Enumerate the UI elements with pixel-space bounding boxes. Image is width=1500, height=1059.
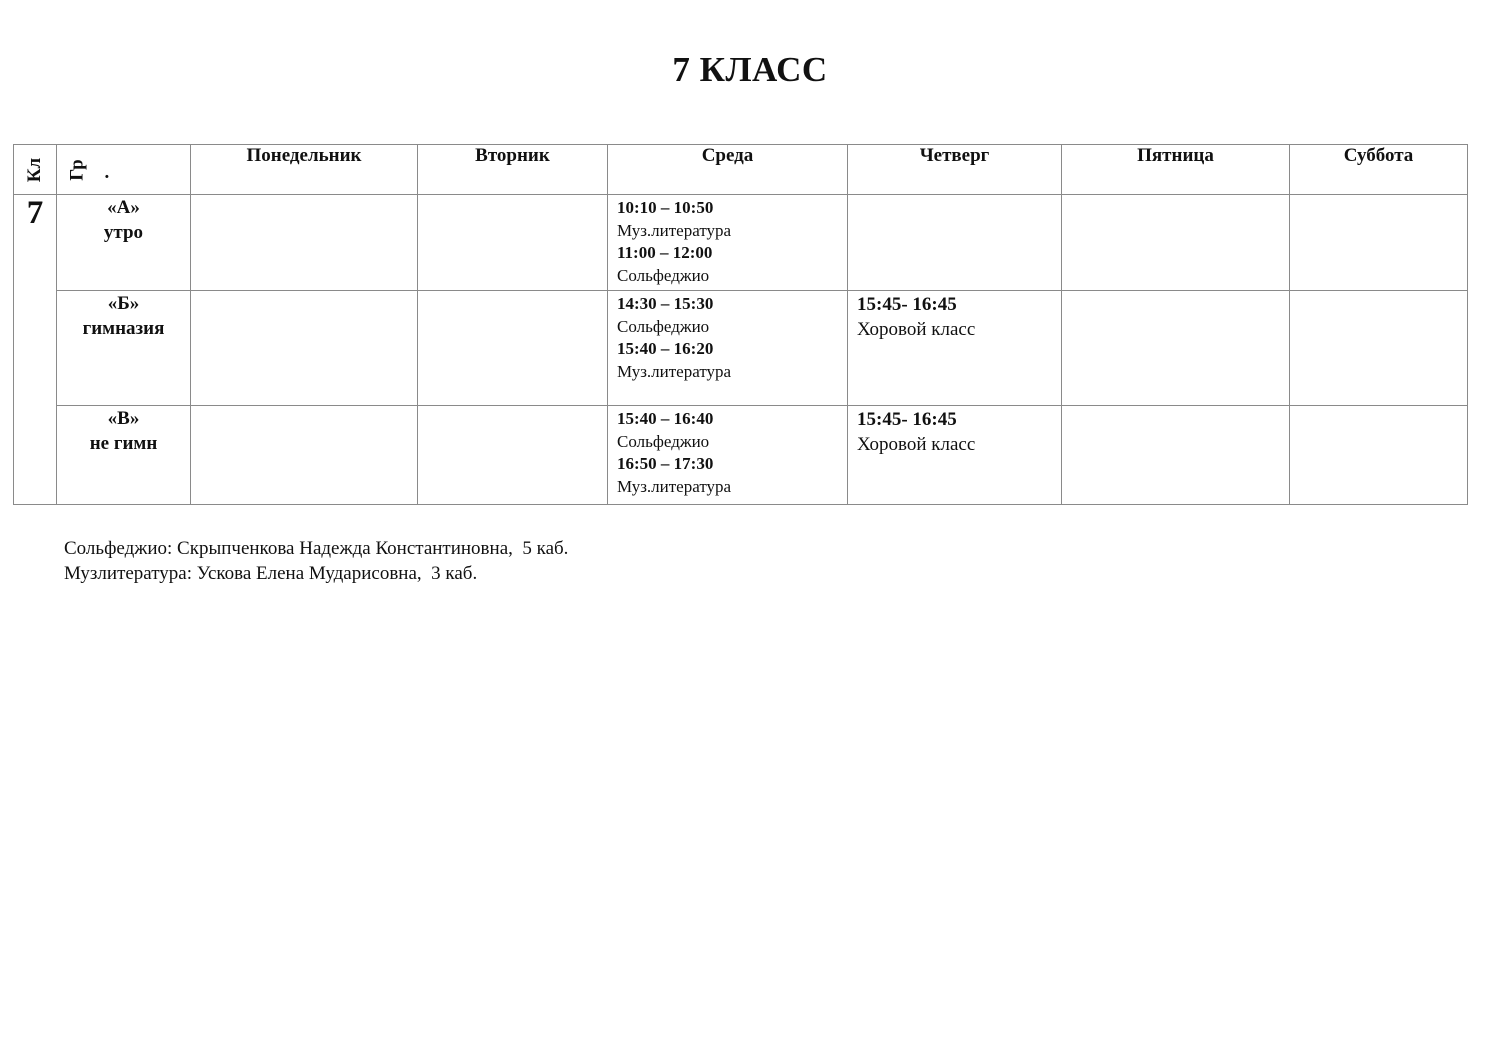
cell-thursday — [848, 291, 1062, 406]
group-name: не гимн — [89, 433, 158, 454]
header-wednesday: Среда — [608, 145, 848, 195]
teacher-notes — [64, 536, 568, 586]
header-class: Кл — [14, 145, 57, 195]
cell-wednesday — [608, 291, 848, 406]
cell-friday — [1062, 291, 1290, 406]
lesson-subject: Муз.литература — [617, 220, 732, 240]
lesson-subject: Муз.литература — [617, 361, 732, 381]
group-cell — [57, 291, 191, 406]
cell-tuesday — [418, 406, 608, 505]
group-letter: «А» — [107, 197, 140, 218]
cell-friday — [1062, 406, 1290, 505]
cell-thursday — [848, 406, 1062, 505]
lesson-slot — [608, 291, 847, 383]
lesson-time: 14:30 – 15:30 — [617, 294, 714, 313]
lesson-time: 15:45- 16:45 — [857, 409, 957, 430]
header-friday: Пятница — [1062, 145, 1290, 195]
cell-wednesday — [608, 195, 848, 291]
lesson-slot — [608, 406, 847, 498]
lesson-subject: Хоровой класс — [857, 318, 976, 340]
cell-wednesday — [608, 406, 848, 505]
page-title: 7 КЛАСС — [672, 50, 828, 89]
cell-saturday — [1290, 406, 1468, 505]
table-row — [14, 406, 1468, 505]
group-name: гимназия — [82, 318, 165, 339]
cell-monday — [191, 195, 418, 291]
note-solfeggio: Сольфеджио: Скрыпченкова Надежда Константиновна, 5 каб. — [64, 538, 569, 559]
lesson-time: 11:00 – 12:00 — [617, 243, 713, 262]
group-cell — [57, 406, 191, 505]
lesson-slot — [848, 406, 1061, 457]
header-group: Гр . — [57, 145, 191, 195]
lesson-slot — [608, 195, 847, 287]
cell-thursday — [848, 195, 1062, 291]
table-row — [14, 291, 1468, 406]
lesson-time: 15:40 – 16:40 — [617, 409, 714, 428]
lesson-time: 10:10 – 10:50 — [617, 198, 714, 217]
schedule-table — [13, 144, 1468, 505]
lesson-subject: Сольфеджио — [617, 265, 710, 285]
group-letter: «Б» — [107, 293, 140, 314]
lesson-subject: Сольфеджио — [617, 431, 710, 451]
note-music-literature: Музлитература: Ускова Елена Мударисовна, 3 каб. — [64, 563, 478, 584]
lesson-time: 15:40 – 16:20 — [617, 339, 714, 358]
lesson-slot — [848, 291, 1061, 342]
cell-tuesday — [418, 195, 608, 291]
class-number: 7 — [14, 195, 57, 505]
header-row — [14, 145, 1468, 195]
cell-tuesday — [418, 291, 608, 406]
lesson-subject: Хоровой класс — [857, 433, 976, 455]
table-row — [14, 195, 1468, 291]
cell-monday — [191, 406, 418, 505]
lesson-time: 16:50 – 17:30 — [617, 454, 714, 473]
group-cell — [57, 195, 191, 291]
lesson-subject: Сольфеджио — [617, 316, 710, 336]
header-saturday: Суббота — [1290, 145, 1468, 195]
cell-saturday — [1290, 195, 1468, 291]
header-monday: Понедельник — [191, 145, 418, 195]
group-name: утро — [103, 222, 144, 243]
group-letter: «В» — [107, 408, 140, 429]
lesson-subject: Муз.литература — [617, 476, 732, 496]
cell-friday — [1062, 195, 1290, 291]
cell-saturday — [1290, 291, 1468, 406]
header-tuesday: Вторник — [418, 145, 608, 195]
lesson-time: 15:45- 16:45 — [857, 294, 957, 315]
cell-monday — [191, 291, 418, 406]
header-thursday: Четверг — [848, 145, 1062, 195]
